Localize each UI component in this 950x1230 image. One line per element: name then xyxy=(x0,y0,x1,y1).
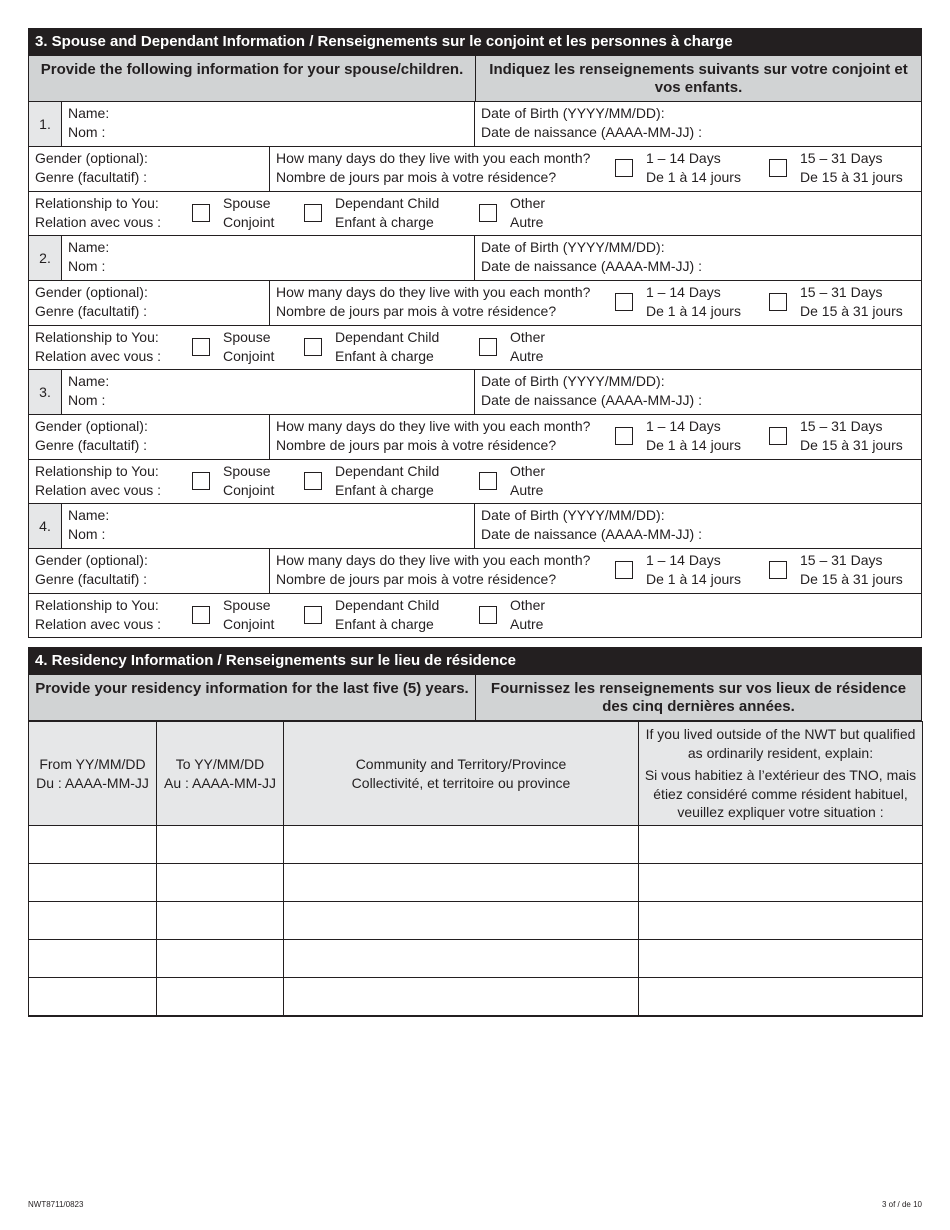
to-date-cell[interactable] xyxy=(157,864,284,902)
dependant-child-checkbox[interactable] xyxy=(304,204,322,222)
person-gender-row xyxy=(29,549,921,594)
dependant-child-label-fr: Enfant à charge xyxy=(335,615,434,632)
date-of-birth-field[interactable] xyxy=(475,504,921,548)
days-question-en: How many days do they live with you each month? xyxy=(276,552,591,568)
relationship-group xyxy=(29,460,921,503)
name-label-en: Name: xyxy=(68,507,110,523)
person-gender-row xyxy=(29,415,921,460)
relationship-label-en: Relationship to You: xyxy=(35,597,159,613)
days-15-31-label xyxy=(800,417,903,454)
community-cell[interactable] xyxy=(284,940,639,978)
other-relationship-label xyxy=(510,596,545,633)
days-1-14-label xyxy=(646,551,741,588)
spouse-label-fr: Conjoint xyxy=(223,615,275,632)
other-relationship-checkbox[interactable] xyxy=(479,338,497,356)
days-1-14-label-en: 1 – 14 Days xyxy=(646,150,721,166)
residency-section xyxy=(28,647,922,1017)
days-1-14-label-fr: De 1 à 14 jours xyxy=(646,302,741,319)
community-label-en: Community and Territory/Province xyxy=(355,756,567,772)
dob-label-fr: Date de naissance (AAAA-MM-JJ) : xyxy=(481,525,702,542)
days-question-en: How many days do they live with you each month? xyxy=(276,150,591,166)
other-relationship-checkbox[interactable] xyxy=(479,606,497,624)
person-block xyxy=(28,236,922,370)
explanation-cell[interactable] xyxy=(639,902,923,940)
days-question-en: How many days do they live with you each month? xyxy=(276,284,591,300)
spouse-dependant-section xyxy=(28,28,922,638)
days-15-31-checkbox[interactable] xyxy=(769,561,787,579)
residency-row xyxy=(29,902,923,940)
dependant-child-label-en: Dependant Child xyxy=(335,329,440,345)
days-15-31-label xyxy=(800,551,903,588)
relationship-group xyxy=(29,594,921,637)
dependant-child-label-fr: Enfant à charge xyxy=(335,347,434,364)
other-label-fr: Autre xyxy=(510,213,544,230)
dependant-child-checkbox[interactable] xyxy=(304,606,322,624)
dependant-child-label-fr: Enfant à charge xyxy=(335,481,434,498)
other-relationship-label xyxy=(510,462,545,499)
person-gender-row xyxy=(29,147,921,192)
other-relationship-checkbox[interactable] xyxy=(479,204,497,222)
to-date-header xyxy=(157,722,284,826)
other-label-en: Other xyxy=(510,463,546,479)
spouse-label-en: Spouse xyxy=(223,195,271,211)
days-15-31-label-en: 15 – 31 Days xyxy=(800,284,883,300)
other-label-en: Other xyxy=(510,597,546,613)
dependant-child-label xyxy=(335,328,439,365)
dob-label-fr: Date de naissance (AAAA-MM-JJ) : xyxy=(481,123,702,140)
spouse-checkbox[interactable] xyxy=(192,338,210,356)
days-15-31-label-fr: De 15 à 31 jours xyxy=(800,168,903,185)
residency-table xyxy=(28,721,923,1017)
spouse-label xyxy=(223,462,274,499)
community-cell[interactable] xyxy=(284,864,639,902)
relationship-group xyxy=(29,192,921,235)
from-date-header xyxy=(29,722,157,826)
person-name-row xyxy=(29,102,921,147)
instructions-en: Provide your residency information for the last five (5) years. xyxy=(29,675,476,720)
days-15-31-label-fr: De 15 à 31 jours xyxy=(800,570,903,587)
days-1-14-label xyxy=(646,149,741,186)
from-date-cell[interactable] xyxy=(29,978,157,1016)
residency-row xyxy=(29,978,923,1016)
from-date-cell[interactable] xyxy=(29,826,157,864)
explanation-header xyxy=(639,722,923,826)
days-15-31-label-fr: De 15 à 31 jours xyxy=(800,302,903,319)
residency-row xyxy=(29,940,923,978)
to-date-cell[interactable] xyxy=(157,940,284,978)
gender-label-fr: Genre (facultatif) : xyxy=(35,302,148,319)
days-15-31-label xyxy=(800,283,903,320)
other-relationship-label xyxy=(510,328,545,365)
days-15-31-label xyxy=(800,149,903,186)
section-4-title: 4. Residency Information / Renseignements sur le lieu de résidence xyxy=(28,647,922,675)
explanation-label-fr: Si vous habitiez à l’extérieur des TNO, mais étiez considéré comme résident habituel, veuillez expliquer votre situation : xyxy=(644,767,917,821)
relationship-label-fr: Relation avec vous : xyxy=(35,213,162,230)
days-1-14-label xyxy=(646,417,741,454)
gender-label-en: Gender (optional): xyxy=(35,284,148,300)
dob-label-fr: Date de naissance (AAAA-MM-JJ) : xyxy=(481,257,702,274)
other-label-fr: Autre xyxy=(510,481,544,498)
person-name-row xyxy=(29,236,921,281)
days-15-31-checkbox[interactable] xyxy=(769,427,787,445)
spouse-label xyxy=(223,194,274,231)
days-1-14-checkbox[interactable] xyxy=(615,293,633,311)
relationship-label-en: Relationship to You: xyxy=(35,329,159,345)
spouse-label-fr: Conjoint xyxy=(223,213,275,230)
name-label-fr: Nom : xyxy=(68,123,106,140)
person-relationship-row xyxy=(29,460,921,504)
other-label-en: Other xyxy=(510,195,546,211)
dependant-child-checkbox[interactable] xyxy=(304,472,322,490)
section-4-instructions xyxy=(28,675,922,721)
days-15-31-label-en: 15 – 31 Days xyxy=(800,150,883,166)
other-relationship-label xyxy=(510,194,545,231)
spouse-label-en: Spouse xyxy=(223,329,271,345)
section-3-instructions xyxy=(28,56,922,102)
gender-field[interactable] xyxy=(29,549,270,593)
dependant-child-label xyxy=(335,194,439,231)
days-15-31-checkbox[interactable] xyxy=(769,293,787,311)
to-date-cell[interactable] xyxy=(157,902,284,940)
community-cell[interactable] xyxy=(284,978,639,1016)
days-question-fr: Nombre de jours par mois à votre résidence? xyxy=(276,570,557,587)
residency-row xyxy=(29,864,923,902)
gender-label-fr: Genre (facultatif) : xyxy=(35,436,148,453)
community-cell[interactable] xyxy=(284,826,639,864)
explanation-cell[interactable] xyxy=(639,978,923,1016)
from-date-cell[interactable] xyxy=(29,864,157,902)
days-1-14-checkbox[interactable] xyxy=(615,427,633,445)
other-label-fr: Autre xyxy=(510,615,544,632)
date-of-birth-field[interactable] xyxy=(475,370,921,414)
relationship-label-fr: Relation avec vous : xyxy=(35,347,162,364)
gender-label-fr: Genre (facultatif) : xyxy=(35,570,148,587)
relationship-label-en: Relationship to You: xyxy=(35,195,159,211)
person-relationship-row xyxy=(29,326,921,370)
residency-table-body xyxy=(29,826,923,1016)
gender-label-en: Gender (optional): xyxy=(35,150,148,166)
from-date-cell[interactable] xyxy=(29,940,157,978)
days-15-31-label-en: 15 – 31 Days xyxy=(800,418,883,434)
name-field[interactable] xyxy=(62,236,475,280)
person-list xyxy=(28,102,922,638)
gender-label-en: Gender (optional): xyxy=(35,552,148,568)
spouse-checkbox[interactable] xyxy=(192,606,210,624)
days-1-14-label-fr: De 1 à 14 jours xyxy=(646,168,741,185)
form-code: NWT8711/0823 xyxy=(28,1200,84,1209)
days-1-14-label-fr: De 1 à 14 jours xyxy=(646,570,741,587)
person-number: 1. xyxy=(29,102,62,146)
days-per-month-group xyxy=(270,415,921,459)
spouse-label-en: Spouse xyxy=(223,463,271,479)
dependant-child-checkbox[interactable] xyxy=(304,338,322,356)
person-number: 4. xyxy=(29,504,62,548)
days-question-en: How many days do they live with you each month? xyxy=(276,418,591,434)
community-cell[interactable] xyxy=(284,902,639,940)
name-field[interactable] xyxy=(62,102,475,146)
spouse-label-fr: Conjoint xyxy=(223,481,275,498)
gender-label-en: Gender (optional): xyxy=(35,418,148,434)
person-number: 3. xyxy=(29,370,62,414)
person-name-row xyxy=(29,370,921,415)
days-1-14-label xyxy=(646,283,741,320)
community-header xyxy=(284,722,639,826)
days-question-fr: Nombre de jours par mois à votre résidence? xyxy=(276,436,557,453)
gender-field[interactable] xyxy=(29,147,270,191)
dependant-child-label xyxy=(335,462,439,499)
dependant-child-label-en: Dependant Child xyxy=(335,463,440,479)
to-date-label-en: To YY/MM/DD xyxy=(175,756,265,772)
relationship-label-fr: Relation avec vous : xyxy=(35,615,162,632)
name-label-fr: Nom : xyxy=(68,525,106,542)
to-date-cell[interactable] xyxy=(157,826,284,864)
date-of-birth-field[interactable] xyxy=(475,236,921,280)
dependant-child-label-en: Dependant Child xyxy=(335,597,440,613)
days-1-14-label-en: 1 – 14 Days xyxy=(646,552,721,568)
days-per-month-group xyxy=(270,281,921,325)
dob-label-en: Date of Birth (YYYY/MM/DD): xyxy=(481,105,665,121)
person-relationship-row xyxy=(29,594,921,638)
name-label-en: Name: xyxy=(68,239,110,255)
page-number: 3 of / de 10 xyxy=(881,1200,922,1209)
days-question-fr: Nombre de jours par mois à votre résidence? xyxy=(276,302,557,319)
name-field[interactable] xyxy=(62,504,475,548)
other-label-fr: Autre xyxy=(510,347,544,364)
name-label-en: Name: xyxy=(68,105,110,121)
residency-row xyxy=(29,826,923,864)
spouse-label xyxy=(223,328,274,365)
relationship-label-en: Relationship to You: xyxy=(35,463,159,479)
days-15-31-label-fr: De 15 à 31 jours xyxy=(800,436,903,453)
section-3-title: 3. Spouse and Dependant Information / Renseignements sur le conjoint et les personnes à charge xyxy=(28,28,922,56)
explanation-cell[interactable] xyxy=(639,940,923,978)
dob-label-en: Date of Birth (YYYY/MM/DD): xyxy=(481,239,665,255)
explanation-cell[interactable] xyxy=(639,826,923,864)
days-per-month-group xyxy=(270,147,921,191)
to-date-cell[interactable] xyxy=(157,978,284,1016)
gender-field[interactable] xyxy=(29,281,270,325)
residency-header-row xyxy=(29,722,923,826)
community-label-fr: Collectivité, et territoire ou province xyxy=(351,774,571,791)
dependant-child-label xyxy=(335,596,439,633)
days-1-14-checkbox[interactable] xyxy=(615,561,633,579)
from-date-label-fr: Du : AAAA-MM-JJ xyxy=(36,774,149,791)
person-block xyxy=(28,102,922,236)
name-label-fr: Nom : xyxy=(68,257,106,274)
dependant-child-label-fr: Enfant à charge xyxy=(335,213,434,230)
spouse-label xyxy=(223,596,274,633)
gender-field[interactable] xyxy=(29,415,270,459)
other-relationship-checkbox[interactable] xyxy=(479,472,497,490)
relationship-label-fr: Relation avec vous : xyxy=(35,481,162,498)
dob-label-fr: Date de naissance (AAAA-MM-JJ) : xyxy=(481,391,702,408)
instructions-fr: Indiquez les renseignements suivants sur votre conjoint et vos enfants. xyxy=(489,61,908,96)
spouse-label-en: Spouse xyxy=(223,597,271,613)
name-field[interactable] xyxy=(62,370,475,414)
days-1-14-label-en: 1 – 14 Days xyxy=(646,284,721,300)
dob-label-en: Date of Birth (YYYY/MM/DD): xyxy=(481,507,665,523)
days-per-month-group xyxy=(270,549,921,593)
dob-label-en: Date of Birth (YYYY/MM/DD): xyxy=(481,373,665,389)
days-15-31-checkbox[interactable] xyxy=(769,159,787,177)
days-1-14-label-fr: De 1 à 14 jours xyxy=(646,436,741,453)
days-question-fr: Nombre de jours par mois à votre résidence? xyxy=(276,168,557,185)
person-relationship-row xyxy=(29,192,921,236)
gender-label-fr: Genre (facultatif) : xyxy=(35,168,148,185)
explanation-cell[interactable] xyxy=(639,864,923,902)
name-label-fr: Nom : xyxy=(68,391,106,408)
days-15-31-label-en: 15 – 31 Days xyxy=(800,552,883,568)
person-block xyxy=(28,504,922,638)
person-block xyxy=(28,370,922,504)
date-of-birth-field[interactable] xyxy=(475,102,921,146)
person-name-row xyxy=(29,504,921,549)
spouse-checkbox[interactable] xyxy=(192,204,210,222)
instructions-fr: Fournissez les renseignements sur vos lieux de résidence des cinq dernières années. xyxy=(490,680,907,715)
other-label-en: Other xyxy=(510,329,546,345)
instructions-en: Provide the following information for your spouse/children. xyxy=(29,56,476,101)
from-date-label-en: From YY/MM/DD xyxy=(39,756,146,772)
person-gender-row xyxy=(29,281,921,326)
explanation-label-en: If you lived outside of the NWT but qualified as ordinarily resident, explain: xyxy=(645,726,916,761)
to-date-label-fr: Au : AAAA-MM-JJ xyxy=(163,774,277,791)
relationship-group xyxy=(29,326,921,369)
from-date-cell[interactable] xyxy=(29,902,157,940)
spouse-label-fr: Conjoint xyxy=(223,347,275,364)
days-1-14-checkbox[interactable] xyxy=(615,159,633,177)
person-number: 2. xyxy=(29,236,62,280)
dependant-child-label-en: Dependant Child xyxy=(335,195,440,211)
spouse-checkbox[interactable] xyxy=(192,472,210,490)
name-label-en: Name: xyxy=(68,373,110,389)
days-1-14-label-en: 1 – 14 Days xyxy=(646,418,721,434)
